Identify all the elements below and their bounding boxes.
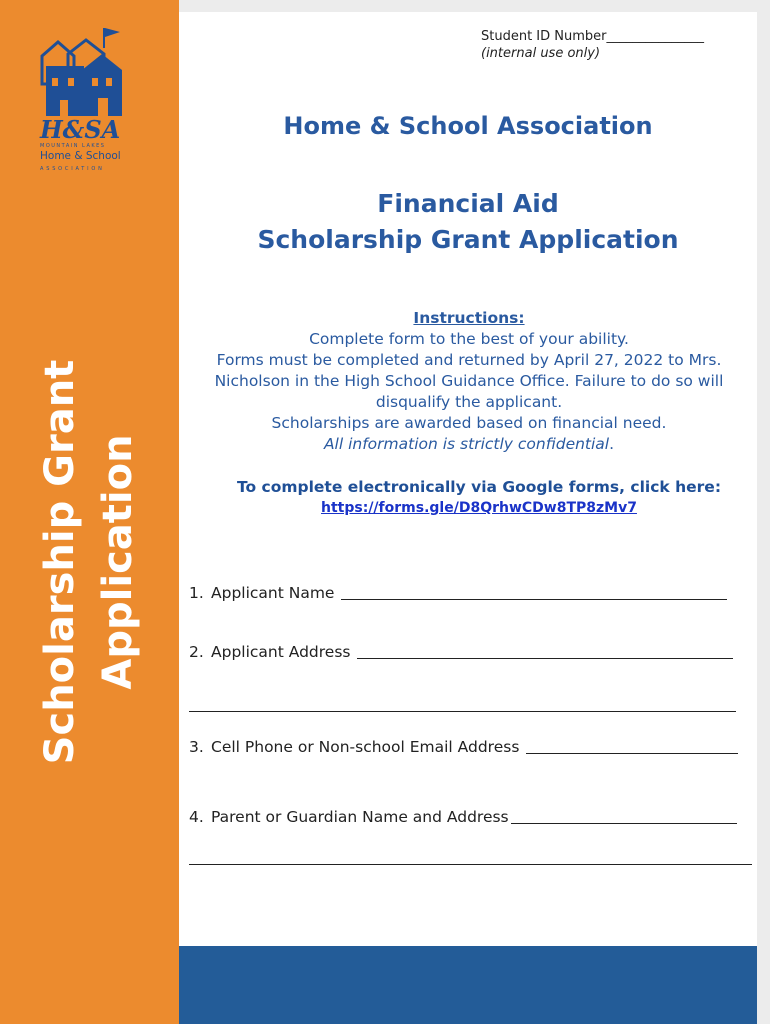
field-number: 4.: [189, 808, 204, 826]
form-page: [179, 12, 757, 1024]
guardian-field[interactable]: [189, 808, 737, 826]
student-id-note: (internal use only): [481, 46, 601, 61]
svg-text:Home & School: Home & School: [40, 150, 121, 162]
field-label: Applicant Address: [211, 643, 356, 661]
field-number: 3.: [189, 738, 204, 756]
contact-line[interactable]: [526, 753, 738, 754]
instructions-line3: Scholarships are awarded based on financial need.: [271, 414, 667, 432]
confidential-note: All information is strictly confidential: [323, 435, 610, 453]
instructions-line2: Forms must be completed and returned by April 27, 2022 to Mrs. Nicholson in the High School Guidance Office. Failure to do so will disqualify the applicant.: [214, 351, 724, 411]
contact-field[interactable]: [189, 738, 738, 756]
form-title-line2: Scholarship Grant Application: [257, 225, 679, 254]
field-number: 2.: [189, 643, 204, 661]
instructions-heading: Instructions:: [413, 309, 525, 327]
form-title-line1: Financial Aid: [377, 189, 559, 218]
form-title: [179, 186, 757, 258]
student-id-label[interactable]: Student ID Number_______________: [481, 29, 705, 44]
sidebar-title: [31, 262, 147, 862]
hsa-logo: [38, 26, 130, 176]
association-title: Home & School Association: [283, 112, 653, 140]
instructions-line4: [209, 434, 729, 455]
field-label: Cell Phone or Non-school Email Address: [211, 738, 525, 756]
student-id-block: [481, 28, 704, 62]
applicant-address-field[interactable]: [189, 643, 733, 661]
instructions-line1: Complete form to the best of your ability.: [309, 330, 629, 348]
sidebar-title-line2: Application: [95, 434, 141, 690]
google-forms-link[interactable]: https://forms.gle/D8QrhwCDw8TP8zMv7: [321, 500, 637, 516]
instructions: [209, 308, 729, 455]
sidebar-title-line1: Scholarship Grant: [37, 359, 83, 765]
applicant-name-field[interactable]: [189, 584, 727, 602]
google-forms-text: To complete electronically via Google forms, click here:: [236, 478, 722, 496]
footer-band: [179, 946, 757, 1024]
svg-text:H&SA: H&SA: [40, 115, 121, 144]
guardian-line[interactable]: [511, 823, 737, 824]
applicant-address-line[interactable]: [357, 658, 733, 659]
applicant-name-line[interactable]: [341, 599, 727, 600]
sidebar: [0, 0, 179, 1024]
svg-text:ASSOCIATION: ASSOCIATION: [40, 166, 105, 172]
applicant-address-line-2[interactable]: [189, 711, 736, 712]
field-number: 1.: [189, 584, 204, 602]
field-label: Applicant Name: [211, 584, 340, 602]
guardian-line-2[interactable]: [189, 864, 752, 865]
confidential-period: .: [609, 435, 615, 453]
svg-text:MOUNTAIN LAKES: MOUNTAIN LAKES: [40, 143, 106, 149]
field-label: Parent or Guardian Name and Address: [211, 808, 509, 826]
google-forms-block: [209, 477, 749, 518]
